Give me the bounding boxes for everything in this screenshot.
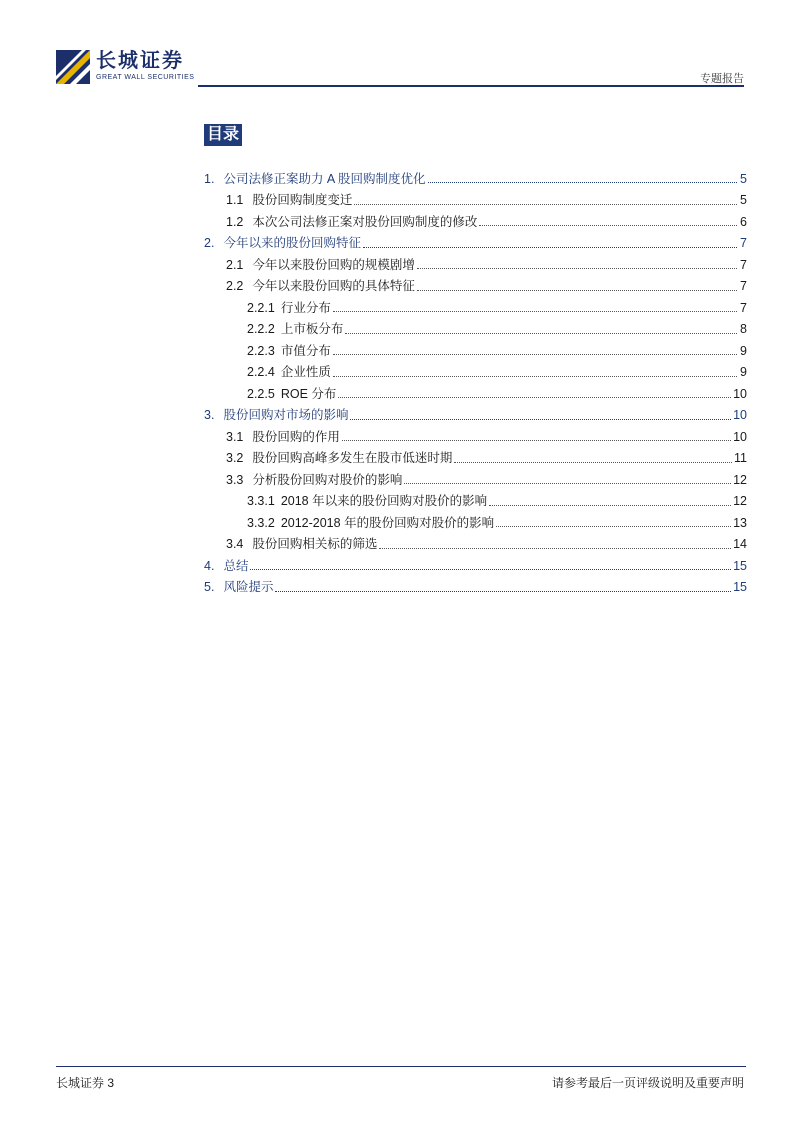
toc-dot-leader [496,526,731,527]
toc-dot-leader [350,419,731,420]
toc-entry-label: 上市板分布 [280,322,344,337]
toc-entry-number: 1. [204,171,215,186]
toc-entry-label: 公司法修正案助力 A 股回购制度优化 [223,171,426,186]
toc-entry-label: 行业分布 [280,300,331,315]
toc-entry-page: 10 [733,408,747,423]
toc-dot-leader [417,290,737,291]
toc-entry-page: 7 [740,236,747,251]
toc-entry[interactable] [204,340,747,362]
toc-entry-page: 8 [740,322,747,337]
toc-entry-number: 2.2.1 [247,300,275,315]
toc-entry-number: 2.2.4 [247,365,275,380]
toc-entry-number: 1.2 [226,214,244,229]
table-of-contents [204,168,747,598]
toc-entry[interactable] [204,469,747,491]
toc-entry[interactable] [204,491,747,513]
brand-name-cn: 长城证券 [96,48,184,72]
toc-entry-page: 9 [740,365,747,380]
toc-entry-number: 1.1 [226,193,244,208]
toc-entry-number: 2.2.5 [247,386,275,401]
toc-dot-leader [250,569,731,570]
toc-entry-page: 5 [740,193,747,208]
toc-entry-label: 2012-2018 年的股份回购对股价的影响 [280,515,495,530]
toc-entry-number: 5. [204,580,215,595]
toc-entry[interactable] [204,426,747,448]
toc-entry-number: 4. [204,558,215,573]
toc-entry-number: 2.1 [226,257,244,272]
header-divider [198,85,744,87]
footer-page-label: 长城证券 3 [56,1076,115,1090]
toc-entry-label: 股份回购高峰多发生在股市低迷时期 [252,451,453,466]
toc-dot-leader [342,440,731,441]
toc-entry-number: 3.1 [226,429,244,444]
toc-dot-leader [333,376,737,377]
toc-entry-page: 7 [740,257,747,272]
toc-entry-page: 10 [733,386,747,401]
toc-entry[interactable] [204,211,747,233]
toc-entry[interactable] [204,534,747,556]
toc-entry-page: 15 [733,580,747,595]
toc-entry-page: 14 [733,537,747,552]
toc-entry-label: 今年以来股份回购的规模剧增 [252,257,415,272]
toc-dot-leader [345,333,737,334]
toc-dot-leader [275,591,731,592]
toc-entry-page: 7 [740,300,747,315]
toc-entry-label: 今年以来的股份回购特征 [223,236,361,251]
toc-entry[interactable] [204,448,747,470]
toc-entry-page: 15 [733,558,747,573]
toc-entry[interactable] [204,254,747,276]
toc-entry-label: 总结 [223,558,249,573]
brand-name-en: GREAT WALL SECURITIES [96,74,195,81]
toc-entry-page: 10 [733,429,747,444]
toc-entry[interactable] [204,405,747,427]
toc-dot-leader [338,397,731,398]
toc-dot-leader [379,548,731,549]
toc-entry[interactable] [204,190,747,212]
toc-entry-number: 2.2.2 [247,322,275,337]
toc-dot-leader [404,483,731,484]
toc-dot-leader [333,354,737,355]
toc-entry-page: 12 [733,472,747,487]
toc-entry-page: 7 [740,279,747,294]
toc-entry-label: 2018 年以来的股份回购对股价的影响 [280,494,488,509]
footer-disclaimer: 请参考最后一页评级说明及重要声明 [551,1076,744,1090]
toc-dot-leader [333,311,737,312]
document-type-label: 专题报告 [700,73,744,85]
toc-entry-number: 3.3.2 [247,515,275,530]
toc-entry[interactable] [204,555,747,577]
toc-dot-leader [363,247,737,248]
toc-entry-number: 3.2 [226,451,244,466]
toc-entry[interactable] [204,233,747,255]
toc-entry-number: 2. [204,236,215,251]
toc-dot-leader [354,204,737,205]
toc-entry-label: 市值分布 [280,343,331,358]
toc-entry-number: 2.2.3 [247,343,275,358]
toc-entry-label: 风险提示 [223,580,274,595]
toc-dot-leader [428,182,737,183]
toc-entry-label: 本次公司法修正案对股份回购制度的修改 [252,214,478,229]
toc-entry-label: 企业性质 [280,365,331,380]
toc-title: 目录 [204,124,242,146]
toc-entry[interactable] [204,362,747,384]
toc-entry-label: 股份回购的作用 [252,429,340,444]
great-wall-logo-icon [56,50,90,84]
toc-entry-label: ROE 分布 [280,386,337,401]
toc-entry[interactable] [204,297,747,319]
toc-entry[interactable] [204,276,747,298]
toc-dot-leader [417,268,737,269]
page-header [0,0,800,90]
toc-entry[interactable] [204,168,747,190]
toc-entry-number: 3.3 [226,472,244,487]
toc-entry-page: 9 [740,343,747,358]
toc-entry[interactable] [204,319,747,341]
toc-entry-number: 3.4 [226,537,244,552]
toc-entry-number: 2.2 [226,279,244,294]
toc-entry-label: 分析股份回购对股价的影响 [252,472,403,487]
toc-entry-label: 股份回购制度变迁 [252,193,353,208]
toc-entry-page: 12 [733,494,747,509]
toc-dot-leader [454,462,732,463]
toc-entry[interactable] [204,512,747,534]
toc-entry-label: 今年以来股份回购的具体特征 [252,279,415,294]
toc-entry-number: 3. [204,408,215,423]
toc-entry[interactable] [204,577,747,599]
toc-entry[interactable] [204,383,747,405]
toc-dot-leader [489,505,731,506]
toc-entry-page: 6 [740,214,747,229]
toc-entry-label: 股份回购对市场的影响 [223,408,349,423]
toc-entry-page: 11 [734,451,747,466]
footer-divider [56,1066,746,1067]
toc-dot-leader [479,225,737,226]
toc-entry-label: 股份回购相关标的筛选 [252,537,378,552]
toc-entry-number: 3.3.1 [247,494,275,509]
toc-entry-page: 5 [740,171,747,186]
toc-entry-page: 13 [733,515,747,530]
